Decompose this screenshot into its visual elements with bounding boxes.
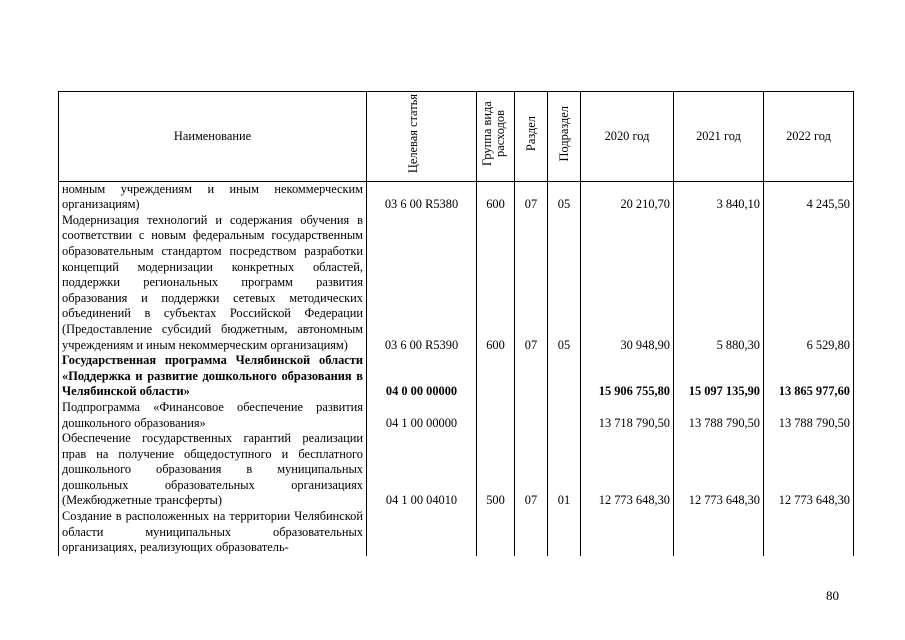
row-group: 600 — [477, 181, 515, 213]
row-group — [477, 509, 515, 556]
table-row — [59, 431, 854, 509]
row-article — [367, 509, 477, 556]
row-article: 04 1 00 00000 — [367, 400, 477, 431]
row-section — [515, 400, 548, 431]
row-value-2022: 12 773 648,30 — [764, 431, 854, 509]
row-group: 600 — [477, 213, 515, 353]
header-target-article: Целевая статья — [367, 92, 477, 182]
header-2020: 2020 год — [581, 92, 674, 182]
row-name: Обеспечение государственных гарантий реализации прав на получение общедоступного и бесплатного дошкольного образования в муниципальных дошкольных образовательных организациях (Межбюджетные трансферты) — [59, 431, 367, 509]
row-value-2020: 15 906 755,80 — [581, 353, 674, 400]
row-section: 07 — [515, 181, 548, 213]
row-subsection: 01 — [548, 431, 581, 509]
row-value-2020: 12 773 648,30 — [581, 431, 674, 509]
row-name: Подпрограмма «Финансовое обеспечение развития дошкольного образования» — [59, 400, 367, 431]
row-group — [477, 353, 515, 400]
row-article: 04 0 00 00000 — [367, 353, 477, 400]
row-name: номным учреждениям и иным некоммерческим организациям) — [59, 181, 367, 213]
row-value-2022: 13 865 977,60 — [764, 353, 854, 400]
header-name: Наименование — [59, 92, 367, 182]
row-section: 07 — [515, 431, 548, 509]
row-value-2022: 13 788 790,50 — [764, 400, 854, 431]
row-subsection — [548, 509, 581, 556]
row-value-2021: 15 097 135,90 — [674, 353, 764, 400]
budget-table — [58, 91, 854, 556]
page-number: 80 — [826, 588, 839, 603]
row-subsection — [548, 400, 581, 431]
row-section: 07 — [515, 213, 548, 353]
row-value-2022: 6 529,80 — [764, 213, 854, 353]
row-value-2021 — [674, 509, 764, 556]
row-value-2020 — [581, 509, 674, 556]
table-row — [59, 353, 854, 400]
header-2021: 2021 год — [674, 92, 764, 182]
table-row — [59, 181, 854, 213]
row-name: Создание в расположенных на территории Челябинской области муниципальных образовательных организациях, реализующих образователь- — [59, 509, 367, 556]
row-value-2022 — [764, 509, 854, 556]
row-subsection — [548, 353, 581, 400]
table-row — [59, 400, 854, 431]
row-value-2020: 20 210,70 — [581, 181, 674, 213]
row-value-2021: 5 880,30 — [674, 213, 764, 353]
header-subsection: Подраздел — [548, 92, 581, 182]
table-row — [59, 213, 854, 353]
row-group — [477, 400, 515, 431]
row-value-2021: 13 788 790,50 — [674, 400, 764, 431]
table-header-row — [59, 92, 854, 182]
table-row — [59, 509, 854, 556]
header-section: Раздел — [515, 92, 548, 182]
row-name: Государственная программа Челябинской области «Поддержка и развитие дошкольного образования в Челябинской области» — [59, 353, 367, 400]
header-expense-group: Группа вида расходов — [477, 92, 515, 182]
header-2022: 2022 год — [764, 92, 854, 182]
row-subsection: 05 — [548, 213, 581, 353]
row-article: 03 6 00 R5380 — [367, 181, 477, 213]
row-value-2022: 4 245,50 — [764, 181, 854, 213]
row-section — [515, 353, 548, 400]
row-section — [515, 509, 548, 556]
row-value-2021: 12 773 648,30 — [674, 431, 764, 509]
row-name: Модернизация технологий и содержания обучения в соответствии с новым федеральным государственным образовательным стандартом посредством разработки концепций модернизации конкретных областей, поддержки региональных программ развития образования и поддержки сетевых методических объединений в субъектах Российской Федерации (Предоставление субсидий бюджетным, автономным учреждениям и иным некоммерческим организациям) — [59, 213, 367, 353]
row-subsection: 05 — [548, 181, 581, 213]
row-value-2020: 13 718 790,50 — [581, 400, 674, 431]
row-article: 04 1 00 04010 — [367, 431, 477, 509]
row-value-2020: 30 948,90 — [581, 213, 674, 353]
row-value-2021: 3 840,10 — [674, 181, 764, 213]
row-group: 500 — [477, 431, 515, 509]
row-article: 03 6 00 R5390 — [367, 213, 477, 353]
